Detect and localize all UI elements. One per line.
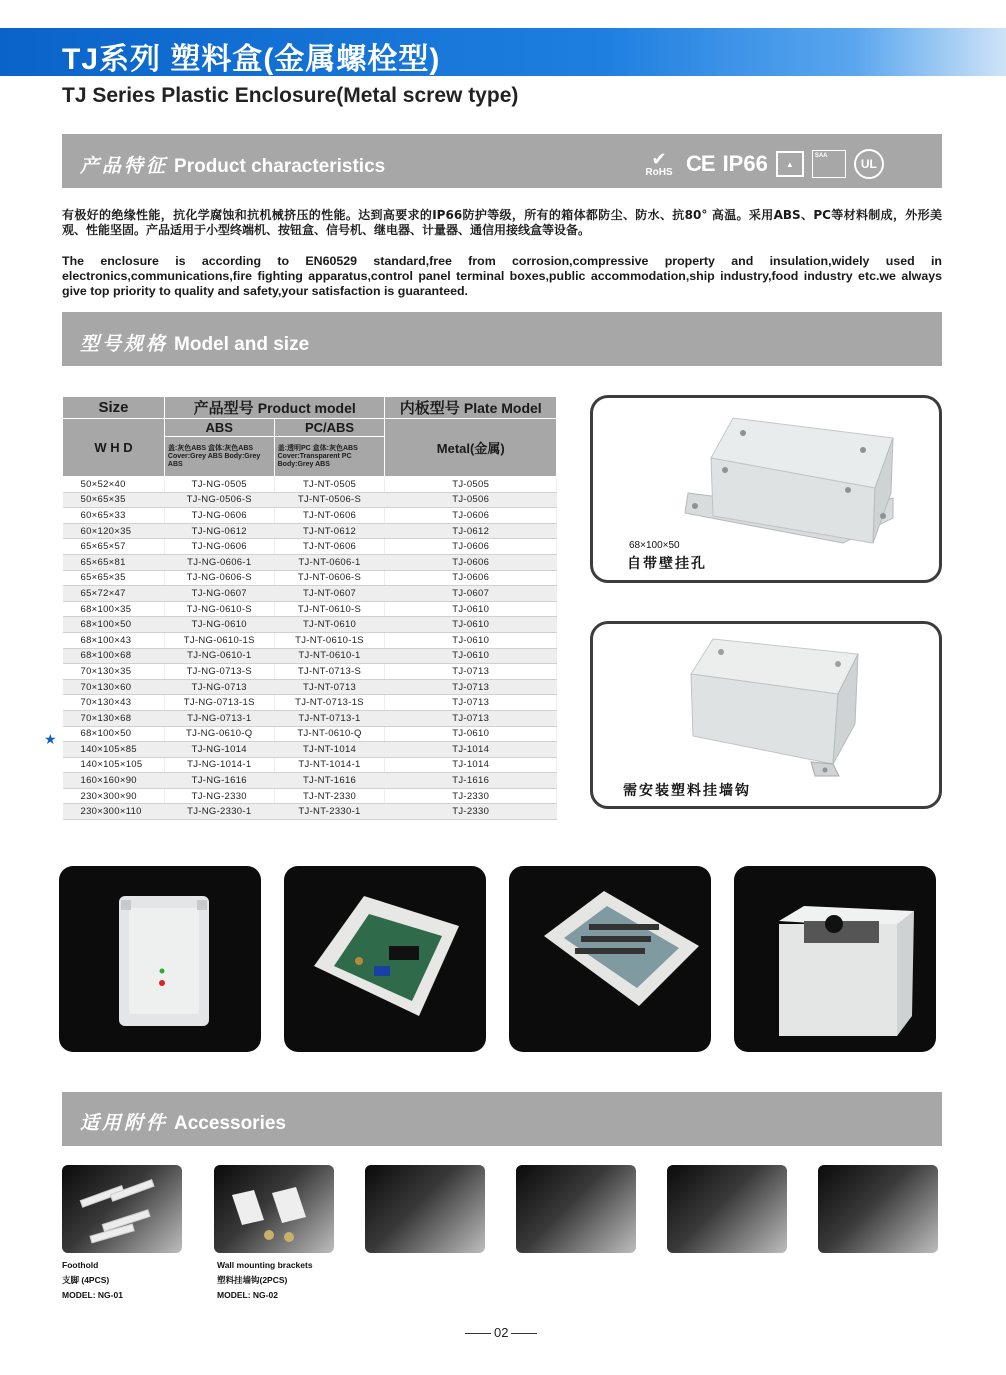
- cell-abs: TJ-NG-2330: [164, 788, 274, 804]
- table-row: [63, 648, 557, 664]
- cell-pcabs: TJ-NT-2330-1: [274, 804, 385, 820]
- cell-size: 70×130×43: [63, 695, 165, 711]
- star-icon: ★: [44, 731, 57, 747]
- cell-pcabs: TJ-NT-0612: [274, 523, 385, 539]
- cell-plate: TJ-0607: [385, 586, 557, 602]
- cell-plate: TJ-0713: [385, 679, 557, 695]
- ip66-icon: IP66: [722, 151, 768, 176]
- cell-pcabs: TJ-NT-2330: [274, 788, 385, 804]
- cell-pcabs: TJ-NT-0505: [274, 477, 385, 493]
- cell-pcabs: TJ-NT-1014-1: [274, 757, 385, 773]
- cell-pcabs: TJ-NT-0610-Q: [274, 726, 385, 742]
- cell-size: 70×130×68: [63, 710, 165, 726]
- cell-abs: TJ-NG-0713-S: [164, 664, 274, 680]
- table-row: [63, 586, 557, 602]
- header-pcabs-note: 盖:透明PC 盒体:灰色ABS Cover:Transparent PC Body:Grey ABS: [274, 437, 385, 477]
- cell-abs: TJ-NG-0607: [164, 586, 274, 602]
- cell-plate: TJ-0610: [385, 632, 557, 648]
- table-row: [63, 632, 557, 648]
- table-row: [63, 539, 557, 555]
- cell-size: 68×100×35: [63, 601, 165, 617]
- cell-pcabs: TJ-NT-0713-1S: [274, 695, 385, 711]
- cert-logos: [640, 146, 930, 182]
- header-plate-model: 内板型号 Plate Model: [385, 397, 557, 419]
- table-row: [63, 710, 557, 726]
- cell-size: 60×120×35: [63, 523, 165, 539]
- cell-pcabs: TJ-NT-1616: [274, 773, 385, 789]
- header-pcabs: PC/ABS: [274, 419, 385, 437]
- cell-abs: TJ-NG-0606-1: [164, 554, 274, 570]
- cell-abs: TJ-NG-0610-S: [164, 601, 274, 617]
- model-size-table: [62, 396, 557, 820]
- page-title-cn: TJ系列 塑料盒(金属螺栓型): [62, 43, 441, 76]
- cell-pcabs: TJ-NT-0606-S: [274, 570, 385, 586]
- cell-size: 230×300×90: [63, 788, 165, 804]
- cell-plate: TJ-0606: [385, 554, 557, 570]
- cell-size: 50×52×40: [63, 477, 165, 493]
- cell-plate: TJ-0606: [385, 508, 557, 524]
- table-row: [63, 617, 557, 633]
- cell-pcabs: TJ-NT-0713-S: [274, 664, 385, 680]
- section-title-model: 型号规格 Model and size: [80, 334, 310, 355]
- cell-size: 68×100×68: [63, 648, 165, 664]
- cell-abs: TJ-NG-0713: [164, 679, 274, 695]
- table-row: [63, 726, 557, 742]
- cell-size: 65×65×35: [63, 570, 165, 586]
- cell-plate: TJ-2330: [385, 804, 557, 820]
- table-row: [63, 523, 557, 539]
- cell-pcabs: TJ-NT-0606: [274, 539, 385, 555]
- table-row: [63, 757, 557, 773]
- cell-abs: TJ-NG-1616: [164, 773, 274, 789]
- accessory-placeholder: [365, 1165, 485, 1253]
- cell-plate: TJ-0606: [385, 539, 557, 555]
- page-number: 02: [462, 1325, 540, 1340]
- header-abs: ABS: [164, 419, 274, 437]
- section-title-characteristics: 产品特征 Product characteristics: [80, 156, 386, 177]
- product-box-wall-hook: [590, 621, 942, 809]
- cell-plate: TJ-0610: [385, 601, 557, 617]
- table-row: [63, 804, 557, 820]
- cell-pcabs: TJ-NT-0610-1: [274, 648, 385, 664]
- cell-pcabs: TJ-NT-0610-1S: [274, 632, 385, 648]
- accessory-bracket-text: Wall mounting brackets 塑料挂墙钩(2PCS) MODEL: NG-02: [217, 1260, 313, 1300]
- header-abs-note: 盖:灰色ABS 盒体:灰色ABS Cover:Grey ABS Body:Grey ABS: [164, 437, 274, 477]
- photo-enclosure-dial: [734, 866, 936, 1052]
- cell-abs: TJ-NG-2330-1: [164, 804, 274, 820]
- cell-plate: TJ-0610: [385, 726, 557, 742]
- cell-plate: TJ-0505: [385, 477, 557, 493]
- header-product-model: 产品型号 Product model: [164, 397, 385, 419]
- table-row: [63, 664, 557, 680]
- cell-pcabs: TJ-NT-1014: [274, 742, 385, 758]
- photo-enclosure-pcb: [284, 866, 486, 1052]
- cell-plate: TJ-0610: [385, 617, 557, 633]
- cell-plate: TJ-1616: [385, 773, 557, 789]
- cell-size: 70×130×60: [63, 679, 165, 695]
- cell-pcabs: TJ-NT-0610-S: [274, 601, 385, 617]
- description-cn: 有极好的绝缘性能，抗化学腐蚀和抗机械挤压的性能。达到高要求的IP66防护等级，所有的箱体都防尘、防水、抗80° 高温。采用ABS、PC等材料制成，外形美观、性能坚固。产品适用于小型终端机、按钮盒、信号机、继电器、计量器、通信用接线盒等设备。: [62, 208, 942, 237]
- table-row: [63, 570, 557, 586]
- cell-size: 140×105×105: [63, 757, 165, 773]
- header-metal: Metal(金属): [385, 419, 557, 477]
- page-title-en: TJ Series Plastic Enclosure(Metal screw type): [62, 84, 519, 107]
- cell-size: 68×100×50: [63, 726, 165, 742]
- cell-abs: TJ-NG-0610-Q: [164, 726, 274, 742]
- cell-plate: TJ-0610: [385, 648, 557, 664]
- saa-icon: SAA: [812, 150, 846, 178]
- cell-plate: TJ-0506: [385, 492, 557, 508]
- ce-icon: CE: [686, 151, 715, 176]
- cell-abs: TJ-NG-0612: [164, 523, 274, 539]
- accessory-wall-bracket-image: [214, 1165, 334, 1253]
- triangle-cert-icon: ▲: [776, 151, 804, 177]
- accessory-foothold-text: Foothold 支脚 (4PCS) MODEL: NG-01: [62, 1260, 123, 1300]
- ul-icon: UL: [854, 149, 884, 179]
- cell-size: 65×72×47: [63, 586, 165, 602]
- cell-pcabs: TJ-NT-0606: [274, 508, 385, 524]
- cell-plate: TJ-0713: [385, 710, 557, 726]
- header-size: Size: [63, 397, 165, 419]
- cell-plate: TJ-0713: [385, 695, 557, 711]
- cell-abs: TJ-NG-1014: [164, 742, 274, 758]
- cell-size: 65×65×81: [63, 554, 165, 570]
- cell-abs: TJ-NG-0610: [164, 617, 274, 633]
- cell-plate: TJ-0612: [385, 523, 557, 539]
- photo-enclosure-front: [59, 866, 261, 1052]
- accessory-placeholder: [516, 1165, 636, 1253]
- cell-pcabs: TJ-NT-0607: [274, 586, 385, 602]
- cell-abs: TJ-NG-0506-S: [164, 492, 274, 508]
- product-box-wall-holes: [590, 395, 942, 583]
- cell-plate: TJ-0713: [385, 664, 557, 680]
- cell-pcabs: TJ-NT-0713: [274, 679, 385, 695]
- cell-size: 230×300×110: [63, 804, 165, 820]
- table-row: [63, 508, 557, 524]
- table-row: [63, 601, 557, 617]
- cell-abs: TJ-NG-0606: [164, 508, 274, 524]
- cell-size: 60×65×33: [63, 508, 165, 524]
- cell-size: 65×65×57: [63, 539, 165, 555]
- rohs-icon: ✔ RoHS: [645, 149, 673, 178]
- description-en: The enclosure is according to EN60529 standard,free from corrosion,compressive property and insulation,widely used in electronics,communications,fire fighting apparatus,control panel terminal boxes,public accommodation,ship industry,food industry etc.we always give top priority to quality and safety,your satisfaction is guaranteed.: [62, 254, 942, 298]
- cell-abs: TJ-NG-0610-1: [164, 648, 274, 664]
- cell-pcabs: TJ-NT-0606-1: [274, 554, 385, 570]
- cell-plate: TJ-1014: [385, 757, 557, 773]
- product-box-caption: 自带壁挂孔: [627, 555, 707, 571]
- table-row: [63, 742, 557, 758]
- cell-abs: TJ-NG-0606: [164, 539, 274, 555]
- table-row: [63, 477, 557, 493]
- cell-size: 70×130×35: [63, 664, 165, 680]
- cell-size: 68×100×43: [63, 632, 165, 648]
- cell-abs: TJ-NG-0606-S: [164, 570, 274, 586]
- section-title-accessories: 适用附件 Accessories: [80, 1113, 286, 1134]
- cell-pcabs: TJ-NT-0506-S: [274, 492, 385, 508]
- cell-pcabs: TJ-NT-0713-1: [274, 710, 385, 726]
- cell-pcabs: TJ-NT-0610: [274, 617, 385, 633]
- cell-abs: TJ-NG-0610-1S: [164, 632, 274, 648]
- cell-size: 160×160×90: [63, 773, 165, 789]
- cell-plate: TJ-1014: [385, 742, 557, 758]
- table-row: [63, 773, 557, 789]
- header-whd: W H D: [63, 419, 165, 477]
- table-row: [63, 695, 557, 711]
- cell-abs: TJ-NG-0713-1S: [164, 695, 274, 711]
- table-row: [63, 788, 557, 804]
- table-row: [63, 554, 557, 570]
- cell-plate: TJ-0606: [385, 570, 557, 586]
- cell-size: 68×100×50: [63, 617, 165, 633]
- cell-abs: TJ-NG-0505: [164, 477, 274, 493]
- accessory-foothold-image: [62, 1165, 182, 1253]
- photo-enclosure-terminals: [509, 866, 711, 1052]
- cell-size: 50×65×35: [63, 492, 165, 508]
- accessory-placeholder: [667, 1165, 787, 1253]
- product-box-caption: 需安装塑料挂墙钩: [623, 782, 751, 798]
- accessory-placeholder: [818, 1165, 938, 1253]
- cell-plate: TJ-2330: [385, 788, 557, 804]
- cell-size: 140×105×85: [63, 742, 165, 758]
- table-row: [63, 679, 557, 695]
- product-box-dimension: 68×100×50: [629, 540, 680, 551]
- cell-abs: TJ-NG-0713-1: [164, 710, 274, 726]
- cell-abs: TJ-NG-1014-1: [164, 757, 274, 773]
- table-row: [63, 492, 557, 508]
